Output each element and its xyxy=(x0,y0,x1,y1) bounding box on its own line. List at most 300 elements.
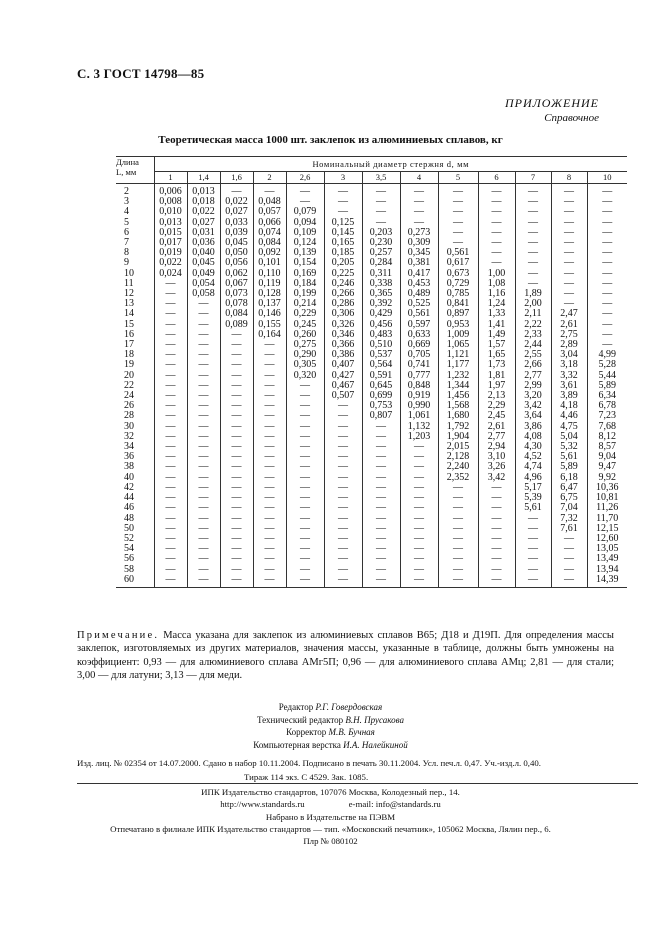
mass-cell: 4,18 xyxy=(551,401,587,411)
mass-cell: — xyxy=(478,197,515,207)
mass-cell: — xyxy=(253,452,286,462)
mass-cell: — xyxy=(362,534,400,544)
mass-cell: 7,32 xyxy=(551,514,587,524)
mass-cell: 0,848 xyxy=(400,381,438,391)
publisher-info xyxy=(0,786,661,847)
mass-cell: 5,61 xyxy=(515,503,551,513)
mass-cell: 3,61 xyxy=(551,381,587,391)
mass-cell: — xyxy=(187,462,220,472)
mass-cell: 6,75 xyxy=(551,493,587,503)
publisher-web: http://www.standards.ru e-mail: info@standards.ru xyxy=(220,799,441,810)
mass-cell: 0,897 xyxy=(438,309,478,319)
mass-cell: 0,145 xyxy=(324,228,362,238)
mass-cell: — xyxy=(324,411,362,421)
mass-cell: 0,483 xyxy=(362,330,400,340)
note-text: Масса указана для заклепок из алюминиевых сплавов В65; Д18 и Д19П. Для определения массы заклепок, изготовляемых из других материалов, значения массы, указанные в таблице, должны быть умножены на коэффициент: 0,93 — для алюминиевого сплава АМг5П; 0,96 — для алюминиевого сплава АМц; 2,81 — для стали; 3,00 — для латуни; 3,13 — для меди. xyxy=(77,630,614,682)
length-cell: 20 xyxy=(124,369,134,381)
mass-cell: 0,777 xyxy=(400,371,438,381)
mass-cell: — xyxy=(515,554,551,564)
mass-cell: — xyxy=(187,432,220,442)
mass-cell: — xyxy=(587,289,627,299)
mass-cell: — xyxy=(286,483,324,493)
mass-cell: — xyxy=(400,197,438,207)
mass-cell: — xyxy=(154,340,187,350)
imprint xyxy=(77,756,637,784)
mass-cell: 1,061 xyxy=(400,411,438,421)
mass-cell: — xyxy=(362,565,400,575)
mass-cell: — xyxy=(286,197,324,207)
mass-cell: 0,205 xyxy=(324,258,362,268)
mass-cell: — xyxy=(253,483,286,493)
length-cell: 52 xyxy=(124,532,134,544)
mass-cell: 9,04 xyxy=(587,452,627,462)
mass-cell: 0,346 xyxy=(324,330,362,340)
mass-cell: — xyxy=(587,269,627,279)
mass-cell: — xyxy=(253,554,286,564)
table-row xyxy=(116,493,627,503)
credit-name: М.В. Бучная xyxy=(328,727,375,737)
diameter-cell: 8 xyxy=(551,172,587,184)
mass-cell: 0,225 xyxy=(324,269,362,279)
mass-cell: — xyxy=(587,299,627,309)
mass-cell: — xyxy=(187,381,220,391)
appendix-label xyxy=(505,96,599,124)
mass-cell: 1,680 xyxy=(438,411,478,421)
mass-cell: 3,10 xyxy=(478,452,515,462)
mass-cell: — xyxy=(286,422,324,432)
mass-cell: 0,124 xyxy=(286,238,324,248)
mass-cell: — xyxy=(400,493,438,503)
mass-cell: — xyxy=(400,207,438,217)
mass-cell: — xyxy=(362,483,400,493)
mass-cell: — xyxy=(187,544,220,554)
mass-cell: 13,49 xyxy=(587,554,627,564)
mass-cell: 1,41 xyxy=(478,320,515,330)
mass-cell: 0,008 xyxy=(154,197,187,207)
mass-cell: 3,32 xyxy=(551,371,587,381)
mass-cell: — xyxy=(400,503,438,513)
mass-cell: — xyxy=(551,258,587,268)
mass-cell: — xyxy=(286,452,324,462)
mass-cell: — xyxy=(478,184,515,198)
mass-cell: — xyxy=(400,534,438,544)
table-row xyxy=(116,544,627,554)
mass-cell: 0,185 xyxy=(324,248,362,258)
mass-cell: — xyxy=(187,371,220,381)
mass-cell: — xyxy=(515,279,551,289)
mass-cell: 2,77 xyxy=(515,371,551,381)
mass-cell: — xyxy=(478,514,515,524)
mass-cell: — xyxy=(220,514,253,524)
mass-cell: — xyxy=(400,514,438,524)
mass-cell: — xyxy=(400,442,438,452)
mass-cell: — xyxy=(478,248,515,258)
mass-cell: 0,953 xyxy=(438,320,478,330)
mass-cell: — xyxy=(220,184,253,198)
mass-cell: — xyxy=(286,544,324,554)
mass-cell: 2,29 xyxy=(478,401,515,411)
mass-cell: 0,305 xyxy=(286,360,324,370)
mass-cell: — xyxy=(154,534,187,544)
mass-cell: 12,15 xyxy=(587,524,627,534)
mass-cell: — xyxy=(551,184,587,198)
mass-cell: 0,230 xyxy=(362,238,400,248)
length-cell: 36 xyxy=(124,451,134,463)
mass-cell: — xyxy=(478,207,515,217)
mass-cell: 0,067 xyxy=(220,279,253,289)
mass-cell: 0,049 xyxy=(187,269,220,279)
mass-cell: — xyxy=(587,238,627,248)
mass-cell: 2,128 xyxy=(438,452,478,462)
mass-cell: 0,429 xyxy=(362,309,400,319)
mass-cell: — xyxy=(551,279,587,289)
mass-cell: 0,040 xyxy=(187,248,220,258)
mass-cell: 0,058 xyxy=(187,289,220,299)
diameter-cell: 5 xyxy=(438,172,478,184)
mass-cell: 4,96 xyxy=(515,473,551,483)
length-cell: 4 xyxy=(124,206,129,218)
mass-cell: — xyxy=(324,554,362,564)
mass-cell: 0,990 xyxy=(400,401,438,411)
mass-cell: — xyxy=(220,473,253,483)
mass-cell: 0,673 xyxy=(438,269,478,279)
mass-cell: 1,232 xyxy=(438,371,478,381)
mass-cell: 1,132 xyxy=(400,422,438,432)
mass-cell: 0,785 xyxy=(438,289,478,299)
credit-name: И.А. Налейкиной xyxy=(343,739,408,750)
note xyxy=(77,629,614,683)
mass-cell: 0,326 xyxy=(324,320,362,330)
mass-cell: — xyxy=(362,197,400,207)
mass-cell: — xyxy=(478,258,515,268)
table-row xyxy=(116,452,627,462)
mass-cell: 2,75 xyxy=(551,330,587,340)
mass-cell: — xyxy=(220,575,253,588)
mass-cell: — xyxy=(324,207,362,217)
mass-cell: 0,013 xyxy=(187,184,220,198)
mass-cell: 0,392 xyxy=(362,299,400,309)
mass-cell: — xyxy=(515,565,551,575)
mass-cell: — xyxy=(220,534,253,544)
length-cell: 8 xyxy=(124,247,129,259)
mass-cell: — xyxy=(362,503,400,513)
length-cell: 42 xyxy=(124,481,134,493)
mass-cell: — xyxy=(253,184,286,198)
mass-cell: 0,386 xyxy=(324,350,362,360)
mass-cell: — xyxy=(253,432,286,442)
length-cell: 60 xyxy=(116,575,154,588)
diameter-cell: 1,6 xyxy=(220,172,253,184)
mass-cell: 5,89 xyxy=(551,462,587,472)
mass-cell: 1,89 xyxy=(515,289,551,299)
mass-cell: 0,633 xyxy=(400,330,438,340)
appendix-subtitle: Справочное xyxy=(544,112,599,124)
mass-cell: — xyxy=(187,452,220,462)
imprint-line2: Тираж 114 экз. С 4529. Зак. 1085. xyxy=(244,772,369,782)
mass-cell: — xyxy=(187,524,220,534)
mass-cell: — xyxy=(253,565,286,575)
mass-cell: — xyxy=(154,330,187,340)
mass-cell: 0,345 xyxy=(400,248,438,258)
mass-cell: 3,89 xyxy=(551,391,587,401)
mass-cell: 0,039 xyxy=(220,228,253,238)
length-cell: 2 xyxy=(124,186,129,197)
mass-cell: 1,16 xyxy=(478,289,515,299)
mass-cell: 0,066 xyxy=(253,218,286,228)
mass-cell: 0,417 xyxy=(400,269,438,279)
mass-cell: — xyxy=(154,279,187,289)
table-row xyxy=(116,503,627,513)
mass-cell: 0,033 xyxy=(220,218,253,228)
mass-cell: — xyxy=(286,473,324,483)
mass-cell: 0,056 xyxy=(220,258,253,268)
mass-cell: — xyxy=(587,258,627,268)
mass-cell: — xyxy=(438,207,478,217)
mass-cell: 2,94 xyxy=(478,442,515,452)
mass-cell: — xyxy=(551,218,587,228)
publisher-line4: Отпечатано в филиале ИПК Издательство стандартов — тип. «Московский печатник», 105062 Москва, Лялин пер., 6. xyxy=(110,823,551,834)
credit-role: Технический редактор xyxy=(256,714,344,725)
mass-cell: 4,99 xyxy=(587,350,627,360)
mass-cell: 0,456 xyxy=(362,320,400,330)
mass-cell: 0,246 xyxy=(324,279,362,289)
mass-cell: — xyxy=(438,575,478,588)
mass-cell: — xyxy=(478,534,515,544)
mass-cell: 0,199 xyxy=(286,289,324,299)
mass-cell: 1,08 xyxy=(478,279,515,289)
length-cell: 3 xyxy=(124,196,129,208)
mass-cell: — xyxy=(220,452,253,462)
mass-cell: — xyxy=(551,565,587,575)
mass-cell: — xyxy=(438,554,478,564)
mass-cell: — xyxy=(220,554,253,564)
mass-cell: — xyxy=(154,473,187,483)
mass-cell: — xyxy=(286,565,324,575)
mass-cell: 2,11 xyxy=(515,309,551,319)
mass-cell: — xyxy=(187,401,220,411)
mass-cell: — xyxy=(478,554,515,564)
mass-cell: — xyxy=(187,330,220,340)
mass-cell: — xyxy=(362,554,400,564)
length-cell: 50 xyxy=(124,522,134,534)
mass-cell: 6,78 xyxy=(587,401,627,411)
mass-cell: — xyxy=(438,534,478,544)
mass-cell: 2,47 xyxy=(551,309,587,319)
mass-cell: 0,169 xyxy=(286,269,324,279)
mass-cell: — xyxy=(362,524,400,534)
credit-line xyxy=(0,739,661,752)
mass-cell: 0,128 xyxy=(253,289,286,299)
mass-cell: — xyxy=(515,238,551,248)
mass-cell: — xyxy=(187,534,220,544)
mass-cell: — xyxy=(154,320,187,330)
mass-cell: — xyxy=(253,422,286,432)
diameter-cell: 4 xyxy=(400,172,438,184)
mass-cell: 3,42 xyxy=(478,473,515,483)
credit-name: В.Н. Прусакова xyxy=(345,714,405,725)
mass-cell: 11,70 xyxy=(587,514,627,524)
mass-cell: — xyxy=(515,207,551,217)
mass-cell: — xyxy=(253,503,286,513)
table-row xyxy=(116,554,627,564)
mass-cell: 14,39 xyxy=(587,575,627,588)
length-cell: 40 xyxy=(124,471,134,483)
mass-cell: — xyxy=(220,432,253,442)
mass-cell: 0,381 xyxy=(400,258,438,268)
mass-cell: 3,42 xyxy=(515,401,551,411)
appendix-title: ПРИЛОЖЕНИЕ xyxy=(505,96,599,110)
mass-cell: 11,26 xyxy=(587,503,627,513)
mass-cell: — xyxy=(362,218,400,228)
mass-cell: — xyxy=(478,228,515,238)
mass-cell: — xyxy=(324,473,362,483)
mass-cell: 2,55 xyxy=(515,350,551,360)
mass-cell: — xyxy=(324,524,362,534)
mass-cell: 0,489 xyxy=(400,289,438,299)
mass-cell: — xyxy=(515,197,551,207)
mass-cell: 7,23 xyxy=(587,411,627,421)
mass-cell: — xyxy=(154,452,187,462)
mass-cell: — xyxy=(438,493,478,503)
mass-cell: — xyxy=(324,432,362,442)
mass-cell: — xyxy=(478,238,515,248)
diameter-cell: 1,4 xyxy=(187,172,220,184)
mass-cell: 2,015 xyxy=(438,442,478,452)
mass-cell: 0,309 xyxy=(400,238,438,248)
mass-cell: 5,28 xyxy=(587,360,627,370)
table-row xyxy=(116,473,627,483)
mass-cell: — xyxy=(324,452,362,462)
mass-cell: 0,919 xyxy=(400,391,438,401)
mass-cell: — xyxy=(324,565,362,575)
mass-cell: 0,101 xyxy=(253,258,286,268)
publisher-line5: Плр № 080102 xyxy=(303,836,358,847)
mass-cell: 0,561 xyxy=(400,309,438,319)
mass-cell: 0,275 xyxy=(286,340,324,350)
mass-cell: 0,617 xyxy=(438,258,478,268)
length-cell: 18 xyxy=(124,349,134,361)
length-cell: 15 xyxy=(124,318,134,330)
mass-cell: — xyxy=(478,575,515,588)
mass-cell: — xyxy=(551,228,587,238)
mass-cell: 0,022 xyxy=(220,197,253,207)
mass-cell: — xyxy=(187,411,220,421)
mass-cell: 0,036 xyxy=(187,238,220,248)
mass-cell: — xyxy=(551,299,587,309)
mass-cell: 0,537 xyxy=(362,350,400,360)
mass-cell: — xyxy=(324,184,362,198)
mass-cell: 2,89 xyxy=(551,340,587,350)
mass-cell: 0,807 xyxy=(362,411,400,421)
mass-cell: — xyxy=(187,340,220,350)
mass-cell: 0,050 xyxy=(220,248,253,258)
length-cell: 13 xyxy=(124,298,134,310)
mass-cell: — xyxy=(324,422,362,432)
mass-cell: 0,453 xyxy=(400,279,438,289)
mass-cell: 0,022 xyxy=(154,258,187,268)
mass-cell: — xyxy=(220,381,253,391)
mass-cell: — xyxy=(400,565,438,575)
mass-cell: — xyxy=(515,575,551,588)
mass-cell: 0,338 xyxy=(362,279,400,289)
mass-cell: — xyxy=(324,442,362,452)
mass-cell: — xyxy=(515,228,551,238)
mass-cell: — xyxy=(286,401,324,411)
rivet-mass-table xyxy=(116,156,627,588)
mass-cell: 5,89 xyxy=(587,381,627,391)
mass-cell: 0,699 xyxy=(362,391,400,401)
mass-cell: 0,089 xyxy=(220,320,253,330)
mass-cell: — xyxy=(587,279,627,289)
mass-cell: 8,57 xyxy=(587,442,627,452)
mass-cell: 3,18 xyxy=(551,360,587,370)
mass-cell: 0,561 xyxy=(438,248,478,258)
mass-cell: 4,08 xyxy=(515,432,551,442)
credit-role: Редактор xyxy=(278,702,314,712)
mass-cell: 1,009 xyxy=(438,330,478,340)
mass-cell: — xyxy=(286,411,324,421)
mass-cell: — xyxy=(154,360,187,370)
mass-cell: — xyxy=(187,360,220,370)
mass-cell: — xyxy=(362,473,400,483)
diameter-cell: 10 xyxy=(587,172,627,184)
mass-cell: — xyxy=(253,442,286,452)
mass-cell: — xyxy=(220,330,253,340)
mass-cell: 9,47 xyxy=(587,462,627,472)
mass-cell: — xyxy=(400,452,438,462)
length-cell: 9 xyxy=(124,257,129,269)
mass-cell: 4,75 xyxy=(551,422,587,432)
mass-cell: — xyxy=(515,524,551,534)
mass-cell: — xyxy=(478,493,515,503)
table-row xyxy=(116,575,627,588)
publisher-line3: Набрано в Издательстве на ПЭВМ xyxy=(265,811,396,822)
table-body xyxy=(116,184,627,588)
mass-cell: — xyxy=(187,565,220,575)
mass-cell: 9,92 xyxy=(587,473,627,483)
mass-cell: — xyxy=(154,503,187,513)
mass-cell: — xyxy=(253,381,286,391)
mass-cell: — xyxy=(324,197,362,207)
mass-cell: — xyxy=(154,442,187,452)
mass-cell: 0,184 xyxy=(286,279,324,289)
mass-cell: 0,048 xyxy=(253,197,286,207)
mass-cell: — xyxy=(253,514,286,524)
mass-cell: — xyxy=(220,371,253,381)
mass-cell: — xyxy=(438,184,478,198)
mass-cell: 5,04 xyxy=(551,432,587,442)
mass-cell: 1,65 xyxy=(478,350,515,360)
mass-cell: — xyxy=(253,360,286,370)
mass-cell: — xyxy=(187,422,220,432)
length-cell: 16 xyxy=(124,328,134,340)
mass-cell: — xyxy=(253,462,286,472)
mass-cell: — xyxy=(587,218,627,228)
divider xyxy=(77,783,638,784)
mass-cell: — xyxy=(324,503,362,513)
mass-cell: 0,074 xyxy=(253,228,286,238)
mass-cell: 0,137 xyxy=(253,299,286,309)
mass-cell: — xyxy=(587,330,627,340)
mass-cell: — xyxy=(187,493,220,503)
mass-cell: — xyxy=(187,514,220,524)
mass-cell: — xyxy=(187,483,220,493)
mass-cell: — xyxy=(154,565,187,575)
mass-cell: — xyxy=(154,462,187,472)
mass-cell: — xyxy=(286,503,324,513)
mass-cell: — xyxy=(187,503,220,513)
mass-cell: — xyxy=(286,534,324,544)
